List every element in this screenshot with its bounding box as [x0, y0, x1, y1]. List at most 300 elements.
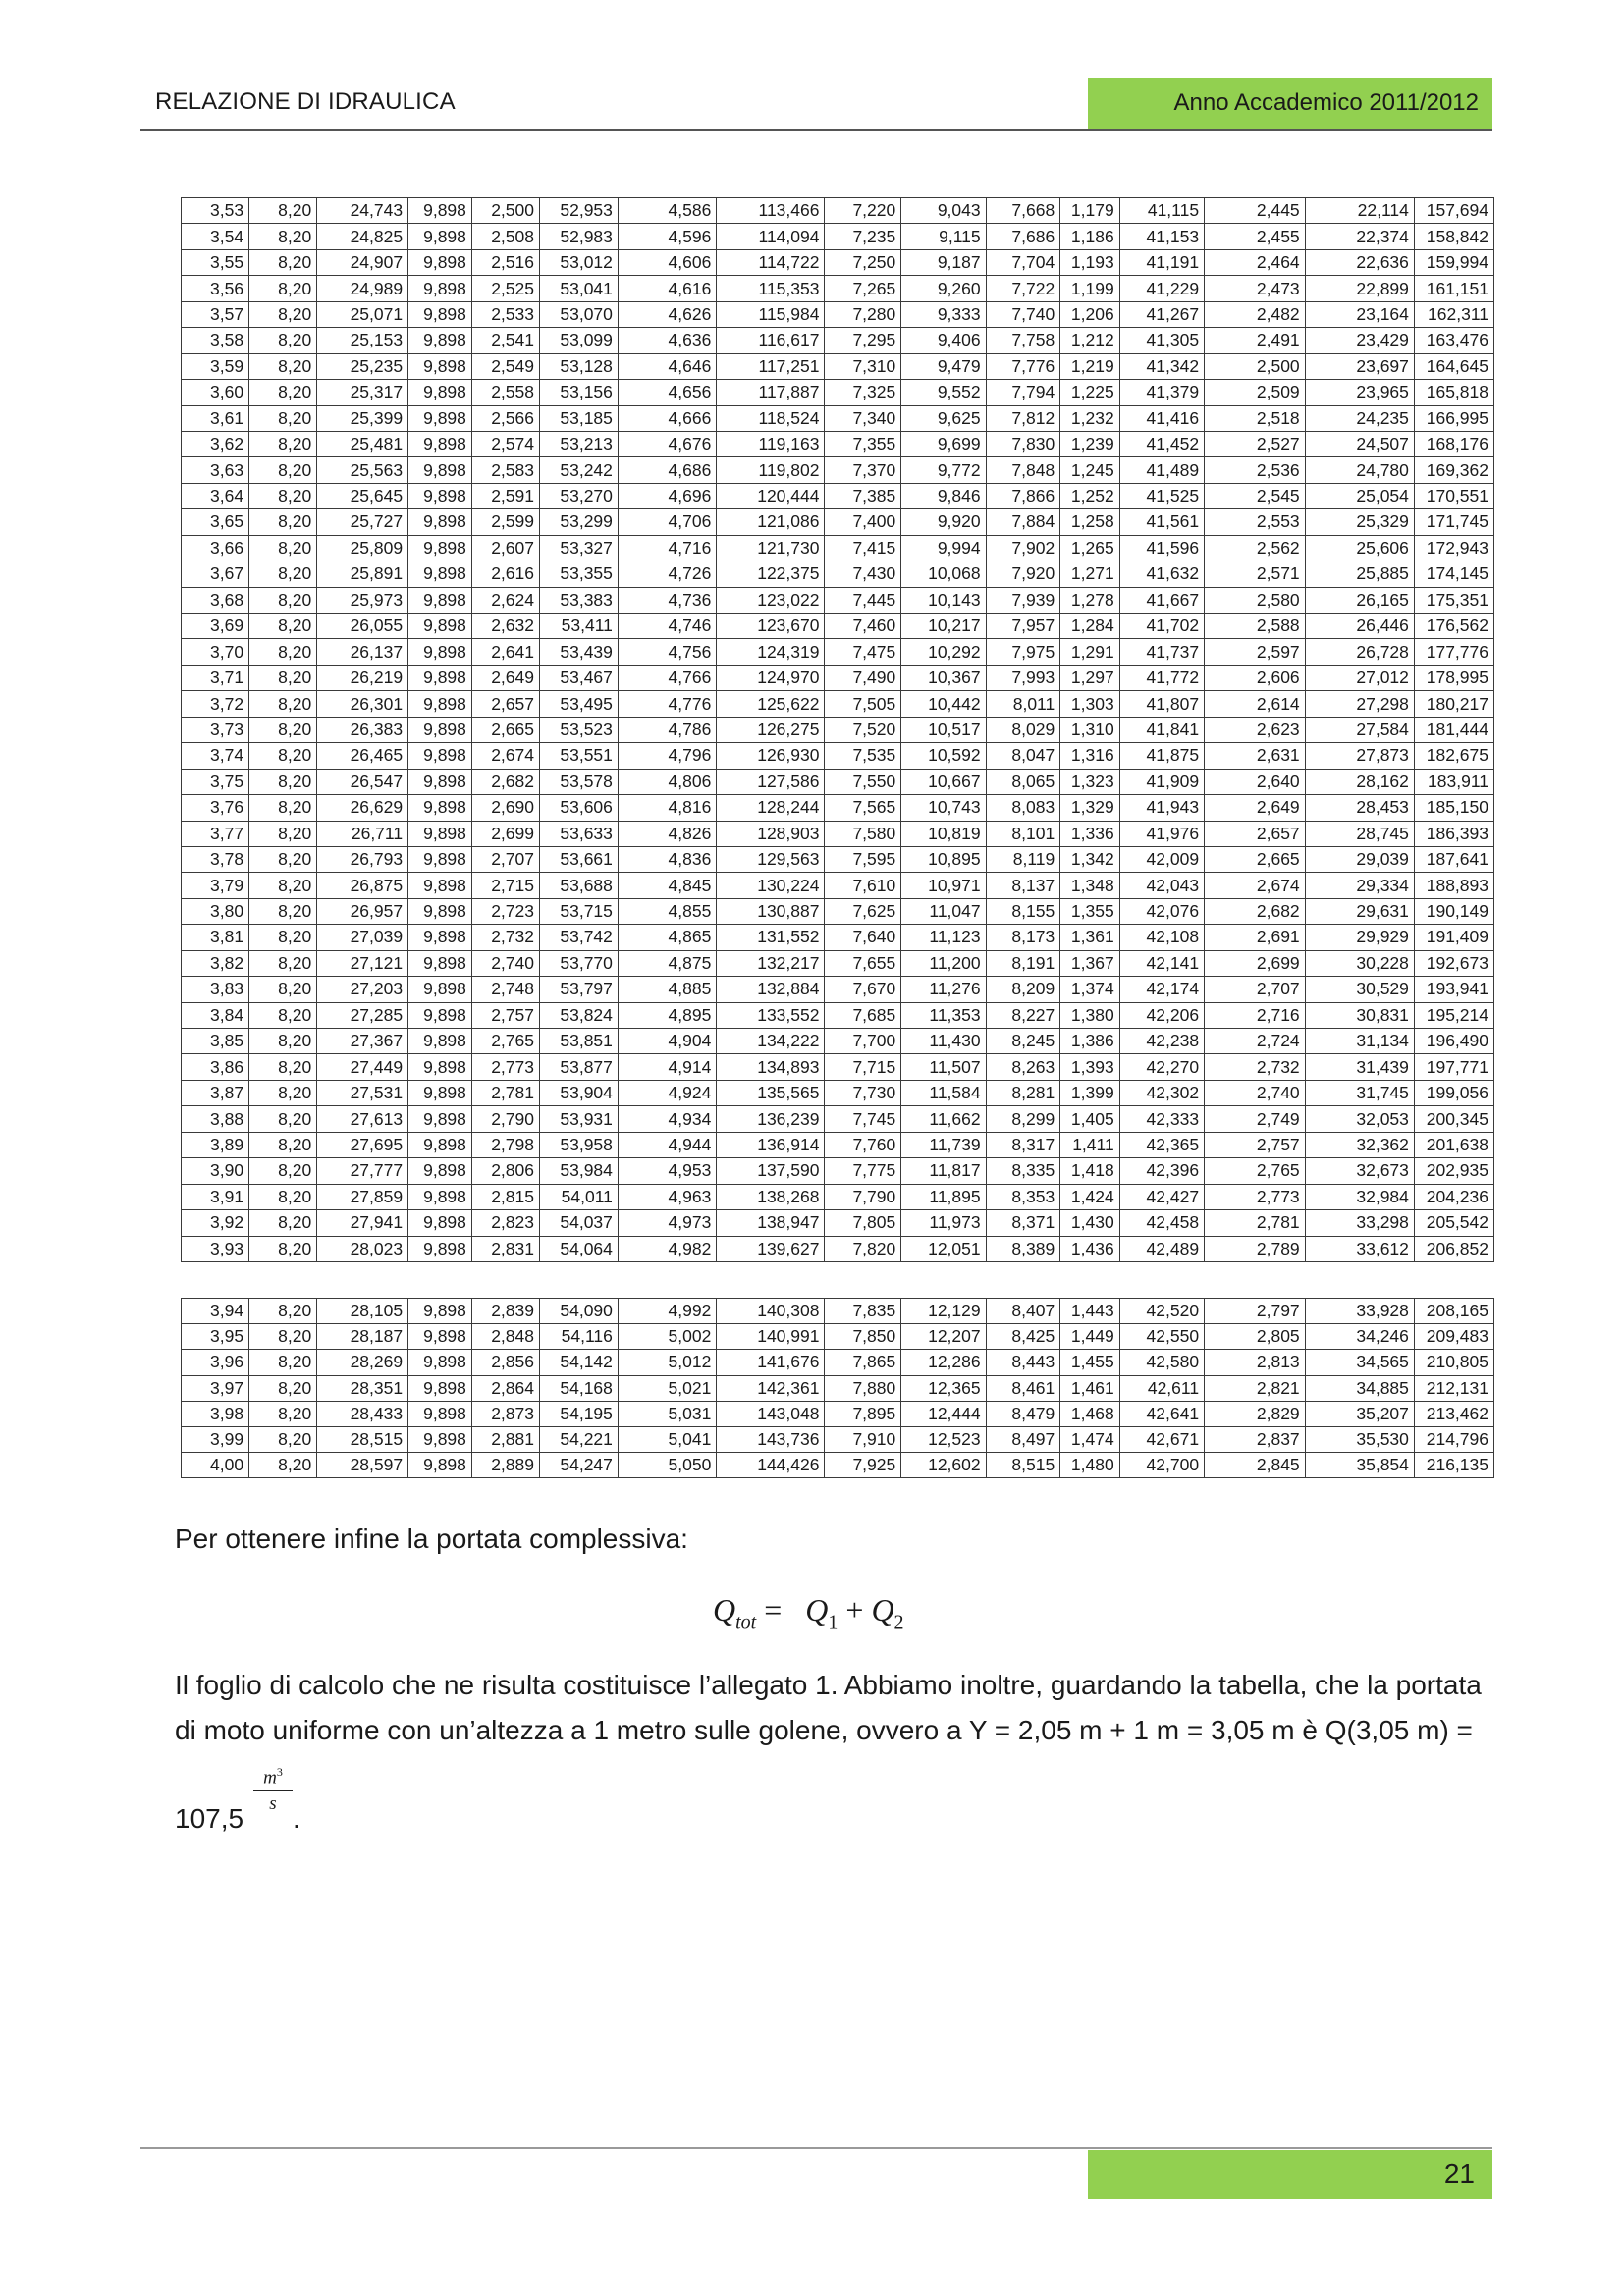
table-row: [182, 224, 1494, 249]
table-cell: 30,529: [1305, 977, 1414, 1002]
table-cell: 23,164: [1305, 301, 1414, 327]
table-cell: 12,286: [901, 1350, 986, 1375]
table-cell: 10,442: [901, 691, 986, 717]
table-cell: 1,480: [1060, 1453, 1119, 1478]
table-cell: 12,523: [901, 1426, 986, 1452]
table-cell: 210,805: [1414, 1350, 1493, 1375]
table-cell: 8,20: [249, 873, 317, 898]
table-cell: 7,535: [825, 743, 901, 769]
table-cell: 9,187: [901, 249, 986, 275]
table-cell: 7,760: [825, 1132, 901, 1157]
table-cell: 27,367: [317, 1029, 408, 1054]
table-cell: 30,831: [1305, 1002, 1414, 1028]
table-cell: 9,898: [408, 898, 472, 924]
table-cell: 113,466: [717, 198, 825, 224]
table-cell: 41,943: [1119, 795, 1204, 821]
table-cell: 8,20: [249, 249, 317, 275]
table-cell: 206,852: [1414, 1236, 1493, 1261]
table-cell: 7,700: [825, 1029, 901, 1054]
table-cell: 7,280: [825, 301, 901, 327]
table-cell: 24,825: [317, 224, 408, 249]
table-cell: 25,563: [317, 457, 408, 483]
table-cell: 4,826: [618, 821, 716, 846]
table-cell: 212,131: [1414, 1375, 1493, 1401]
table-cell: 25,606: [1305, 535, 1414, 561]
table-cell: 12,051: [901, 1236, 986, 1261]
table-cell: 8,119: [986, 846, 1060, 872]
table-cell: 8,389: [986, 1236, 1060, 1261]
eq-lhs-sub: tot: [735, 1611, 757, 1633]
table-cell: 5,041: [618, 1426, 716, 1452]
table-cell: 8,047: [986, 743, 1060, 769]
table-cell: 9,898: [408, 950, 472, 976]
table-cell: 54,011: [540, 1184, 619, 1209]
table-cell: 4,00: [182, 1453, 249, 1478]
table-cell: 9,898: [408, 1029, 472, 1054]
table-cell: 4,982: [618, 1236, 716, 1261]
results-table-bottom: [181, 1298, 1494, 1478]
table-cell: 181,444: [1414, 717, 1493, 742]
table-cell: 9,898: [408, 795, 472, 821]
table-row: [182, 1453, 1494, 1478]
table-cell: 8,20: [249, 328, 317, 353]
table-cell: 4,806: [618, 769, 716, 794]
table-row: [182, 1080, 1494, 1105]
table-cell: 9,898: [408, 1236, 472, 1261]
table-cell: 2,473: [1205, 276, 1306, 301]
table-cell: 2,773: [1205, 1184, 1306, 1209]
table-cell: 3,71: [182, 665, 249, 690]
table-cell: 2,606: [1205, 665, 1306, 690]
table-cell: 2,815: [471, 1184, 539, 1209]
table-cell: 53,797: [540, 977, 619, 1002]
table-cell: 53,355: [540, 561, 619, 587]
table-cell: 136,239: [717, 1106, 825, 1132]
table-cell: 1,271: [1060, 561, 1119, 587]
table-cell: 1,405: [1060, 1106, 1119, 1132]
table-cell: 2,665: [1205, 846, 1306, 872]
table-cell: 3,81: [182, 925, 249, 950]
table-cell: 8,20: [249, 665, 317, 690]
table-cell: 5,050: [618, 1453, 716, 1478]
table-cell: 3,73: [182, 717, 249, 742]
table-cell: 2,757: [1205, 1132, 1306, 1157]
table-cell: 27,777: [317, 1158, 408, 1184]
table-cell: 183,911: [1414, 769, 1493, 794]
table-cell: 8,20: [249, 1002, 317, 1028]
table-cell: 33,612: [1305, 1236, 1414, 1261]
table-cell: 32,673: [1305, 1158, 1414, 1184]
table-cell: 53,467: [540, 665, 619, 690]
table-cell: 2,682: [471, 769, 539, 794]
table-cell: 2,597: [1205, 639, 1306, 665]
table-cell: 8,245: [986, 1029, 1060, 1054]
table-cell: 7,610: [825, 873, 901, 898]
table-cell: 11,353: [901, 1002, 986, 1028]
table-cell: 201,638: [1414, 1132, 1493, 1157]
table-cell: 42,302: [1119, 1080, 1204, 1105]
table-cell: 9,898: [408, 224, 472, 249]
intro-text: Per ottenere infine la portata complessiva:: [175, 1523, 688, 1554]
table-cell: 22,114: [1305, 198, 1414, 224]
table-cell: 122,375: [717, 561, 825, 587]
table-cell: 5,031: [618, 1401, 716, 1426]
table-cell: 41,737: [1119, 639, 1204, 665]
table-row: [182, 198, 1494, 224]
table-cell: 9,994: [901, 535, 986, 561]
table-cell: 28,105: [317, 1299, 408, 1324]
table-cell: 8,20: [249, 198, 317, 224]
table-cell: 8,20: [249, 353, 317, 379]
table-cell: 9,898: [408, 1375, 472, 1401]
table-cell: 27,873: [1305, 743, 1414, 769]
table-cell: 2,464: [1205, 249, 1306, 275]
table-cell: 53,327: [540, 535, 619, 561]
table-cell: 1,193: [1060, 249, 1119, 275]
table-cell: 8,20: [249, 1299, 317, 1324]
table-cell: 42,458: [1119, 1210, 1204, 1236]
table-cell: 42,333: [1119, 1106, 1204, 1132]
table-row: [182, 1054, 1494, 1080]
table-row: [182, 1401, 1494, 1426]
table-cell: 8,20: [249, 535, 317, 561]
table-cell: 7,939: [986, 587, 1060, 613]
table-cell: 12,365: [901, 1375, 986, 1401]
table-cell: 28,162: [1305, 769, 1414, 794]
table-cell: 9,898: [408, 353, 472, 379]
table-cell: 53,270: [540, 483, 619, 508]
table-cell: 1,468: [1060, 1401, 1119, 1426]
table-cell: 180,217: [1414, 691, 1493, 717]
table-cell: 1,258: [1060, 509, 1119, 535]
table-cell: 3,72: [182, 691, 249, 717]
table-cell: 53,851: [540, 1029, 619, 1054]
table-cell: 117,887: [717, 380, 825, 405]
table-cell: 124,970: [717, 665, 825, 690]
table-cell: 3,58: [182, 328, 249, 353]
table-cell: 4,756: [618, 639, 716, 665]
table-cell: 7,668: [986, 198, 1060, 224]
table-cell: 2,533: [471, 301, 539, 327]
table-cell: 1,199: [1060, 276, 1119, 301]
table-cell: 9,898: [408, 769, 472, 794]
table-cell: 8,20: [249, 717, 317, 742]
table-cell: 29,929: [1305, 925, 1414, 950]
table-cell: 26,728: [1305, 639, 1414, 665]
table-cell: 186,393: [1414, 821, 1493, 846]
table-cell: 27,449: [317, 1054, 408, 1080]
table-cell: 7,625: [825, 898, 901, 924]
table-cell: 2,789: [1205, 1236, 1306, 1261]
table-cell: 2,781: [471, 1080, 539, 1105]
table-cell: 53,383: [540, 587, 619, 613]
table-cell: 2,558: [471, 380, 539, 405]
table-cell: 140,308: [717, 1299, 825, 1324]
table-cell: 1,329: [1060, 795, 1119, 821]
table-cell: 168,176: [1414, 431, 1493, 456]
table-cell: 4,845: [618, 873, 716, 898]
table-cell: 25,645: [317, 483, 408, 508]
table-cell: 1,380: [1060, 1002, 1119, 1028]
table-cell: 3,82: [182, 950, 249, 976]
table-cell: 7,993: [986, 665, 1060, 690]
table-cell: 34,246: [1305, 1324, 1414, 1350]
table-cell: 175,351: [1414, 587, 1493, 613]
table-cell: 41,525: [1119, 483, 1204, 508]
table-cell: 3,69: [182, 614, 249, 639]
table-cell: 8,371: [986, 1210, 1060, 1236]
table-cell: 3,65: [182, 509, 249, 535]
table-cell: 8,209: [986, 977, 1060, 1002]
table-cell: 3,99: [182, 1426, 249, 1452]
table-cell: 4,686: [618, 457, 716, 483]
table-cell: 202,935: [1414, 1158, 1493, 1184]
table-cell: 41,596: [1119, 535, 1204, 561]
table-cell: 136,914: [717, 1132, 825, 1157]
sentence-end: .: [293, 1803, 300, 1834]
table-cell: 2,781: [1205, 1210, 1306, 1236]
table-cell: 12,207: [901, 1324, 986, 1350]
table-cell: 33,928: [1305, 1299, 1414, 1324]
table-cell: 7,820: [825, 1236, 901, 1261]
table-cell: 1,225: [1060, 380, 1119, 405]
table-cell: 1,430: [1060, 1210, 1119, 1236]
results-table-top: [181, 197, 1494, 1262]
table-cell: 2,509: [1205, 380, 1306, 405]
table-cell: 41,115: [1119, 198, 1204, 224]
table-cell: 7,325: [825, 380, 901, 405]
table-cell: 41,772: [1119, 665, 1204, 690]
table-cell: 1,411: [1060, 1132, 1119, 1157]
unit-denominator: s: [269, 1793, 277, 1815]
table-cell: 2,665: [471, 717, 539, 742]
table-cell: 126,275: [717, 717, 825, 742]
table-cell: 164,645: [1414, 353, 1493, 379]
table-cell: 191,409: [1414, 925, 1493, 950]
table-cell: 2,848: [471, 1324, 539, 1350]
table-cell: 22,374: [1305, 224, 1414, 249]
table-cell: 3,63: [182, 457, 249, 483]
table-cell: 4,924: [618, 1080, 716, 1105]
table-cell: 126,930: [717, 743, 825, 769]
table-cell: 162,311: [1414, 301, 1493, 327]
table-row: [182, 691, 1494, 717]
table-cell: 27,012: [1305, 665, 1414, 690]
table-cell: 2,525: [471, 276, 539, 301]
table-cell: 41,702: [1119, 614, 1204, 639]
table-cell: 2,856: [471, 1350, 539, 1375]
table-cell: 2,571: [1205, 561, 1306, 587]
table-cell: 7,884: [986, 509, 1060, 535]
table-row: [182, 276, 1494, 301]
table-cell: 4,616: [618, 276, 716, 301]
table-cell: 2,757: [471, 1002, 539, 1028]
table-cell: 28,597: [317, 1453, 408, 1478]
table-cell: 2,839: [471, 1299, 539, 1324]
table-cell: 11,507: [901, 1054, 986, 1080]
table-cell: 8,191: [986, 950, 1060, 976]
table-row: [182, 614, 1494, 639]
table-cell: 3,88: [182, 1106, 249, 1132]
table-cell: 7,250: [825, 249, 901, 275]
table-cell: 4,944: [618, 1132, 716, 1157]
table-cell: 2,765: [471, 1029, 539, 1054]
table-cell: 27,584: [1305, 717, 1414, 742]
table-cell: 2,790: [471, 1106, 539, 1132]
table-cell: 205,542: [1414, 1210, 1493, 1236]
table-cell: 9,479: [901, 353, 986, 379]
table-cell: 114,722: [717, 249, 825, 275]
table-row: [182, 846, 1494, 872]
table-cell: 9,898: [408, 1350, 472, 1375]
table-cell: 11,817: [901, 1158, 986, 1184]
table-cell: 8,20: [249, 405, 317, 431]
table-cell: 204,236: [1414, 1184, 1493, 1209]
table-cell: 24,743: [317, 198, 408, 224]
table-cell: 9,898: [408, 691, 472, 717]
table-cell: 25,973: [317, 587, 408, 613]
table-cell: 5,002: [618, 1324, 716, 1350]
table-cell: 32,984: [1305, 1184, 1414, 1209]
table-cell: 1,461: [1060, 1375, 1119, 1401]
table-cell: 9,898: [408, 1184, 472, 1209]
table-cell: 35,530: [1305, 1426, 1414, 1452]
table-cell: 7,370: [825, 457, 901, 483]
table-cell: 8,20: [249, 380, 317, 405]
table-cell: 42,641: [1119, 1401, 1204, 1426]
table-cell: 8,227: [986, 1002, 1060, 1028]
table-cell: 1,449: [1060, 1324, 1119, 1350]
table-cell: 42,700: [1119, 1453, 1204, 1478]
table-row: [182, 535, 1494, 561]
table-cell: 4,934: [618, 1106, 716, 1132]
table-cell: 41,191: [1119, 249, 1204, 275]
table-cell: 2,588: [1205, 614, 1306, 639]
table-cell: 8,20: [249, 1401, 317, 1426]
table-cell: 7,776: [986, 353, 1060, 379]
table-cell: 26,137: [317, 639, 408, 665]
table-cell: 53,012: [540, 249, 619, 275]
table-cell: 3,84: [182, 1002, 249, 1028]
table-cell: 1,393: [1060, 1054, 1119, 1080]
table-cell: 27,039: [317, 925, 408, 950]
table-cell: 1,336: [1060, 821, 1119, 846]
table-cell: 3,78: [182, 846, 249, 872]
table-cell: 128,244: [717, 795, 825, 821]
table-cell: 9,898: [408, 276, 472, 301]
table-cell: 54,116: [540, 1324, 619, 1350]
table-cell: 138,947: [717, 1210, 825, 1236]
table-row: [182, 301, 1494, 327]
table-cell: 119,802: [717, 457, 825, 483]
table-cell: 1,443: [1060, 1299, 1119, 1324]
table-cell: 2,707: [1205, 977, 1306, 1002]
table-cell: 8,335: [986, 1158, 1060, 1184]
table-cell: 7,520: [825, 717, 901, 742]
table-cell: 2,491: [1205, 328, 1306, 353]
table-cell: 4,855: [618, 898, 716, 924]
table-cell: 9,406: [901, 328, 986, 353]
table-cell: 2,773: [471, 1054, 539, 1080]
table-cell: 29,631: [1305, 898, 1414, 924]
table-cell: 1,252: [1060, 483, 1119, 508]
table-cell: 28,023: [317, 1236, 408, 1261]
table-cell: 2,591: [471, 483, 539, 508]
table-cell: 9,898: [408, 457, 472, 483]
table-cell: 3,96: [182, 1350, 249, 1375]
table-cell: 9,898: [408, 614, 472, 639]
table-cell: 41,561: [1119, 509, 1204, 535]
table-cell: 7,850: [825, 1324, 901, 1350]
table-cell: 8,20: [249, 846, 317, 872]
table-cell: 1,245: [1060, 457, 1119, 483]
table-cell: 2,690: [471, 795, 539, 821]
table-cell: 24,235: [1305, 405, 1414, 431]
table-cell: 27,121: [317, 950, 408, 976]
table-cell: 121,730: [717, 535, 825, 561]
table-cell: 1,232: [1060, 405, 1119, 431]
table-cell: 27,695: [317, 1132, 408, 1157]
table-cell: 42,108: [1119, 925, 1204, 950]
table-cell: 2,527: [1205, 431, 1306, 456]
table-cell: 7,400: [825, 509, 901, 535]
table-cell: 26,957: [317, 898, 408, 924]
table-cell: 2,889: [471, 1453, 539, 1478]
table-cell: 54,037: [540, 1210, 619, 1236]
table-cell: 3,56: [182, 276, 249, 301]
table-cell: 7,910: [825, 1426, 901, 1452]
table-cell: 4,766: [618, 665, 716, 690]
table-cell: 25,885: [1305, 561, 1414, 587]
table-cell: 209,483: [1414, 1324, 1493, 1350]
table-cell: 7,475: [825, 639, 901, 665]
table-cell: 7,812: [986, 405, 1060, 431]
table-cell: 4,646: [618, 353, 716, 379]
table-cell: 8,443: [986, 1350, 1060, 1375]
table-row: [182, 1236, 1494, 1261]
table-cell: 1,316: [1060, 743, 1119, 769]
table-cell: 3,61: [182, 405, 249, 431]
table-cell: 8,20: [249, 691, 317, 717]
table-cell: 22,636: [1305, 249, 1414, 275]
table-cell: 2,641: [471, 639, 539, 665]
table-cell: 7,745: [825, 1106, 901, 1132]
table-cell: 11,047: [901, 898, 986, 924]
table-cell: 144,426: [717, 1453, 825, 1478]
table-cell: 1,291: [1060, 639, 1119, 665]
table-cell: 163,476: [1414, 328, 1493, 353]
table-cell: 2,682: [1205, 898, 1306, 924]
table-cell: 9,898: [408, 717, 472, 742]
table-cell: 10,517: [901, 717, 986, 742]
table-cell: 7,595: [825, 846, 901, 872]
table-cell: 4,586: [618, 198, 716, 224]
table-cell: 25,071: [317, 301, 408, 327]
table-cell: 7,670: [825, 977, 901, 1002]
table-cell: 8,20: [249, 1158, 317, 1184]
table-cell: 7,848: [986, 457, 1060, 483]
table-cell: 9,898: [408, 535, 472, 561]
table-cell: 53,070: [540, 301, 619, 327]
table-cell: 11,739: [901, 1132, 986, 1157]
table-cell: 10,971: [901, 873, 986, 898]
table-cell: 54,090: [540, 1299, 619, 1324]
table-cell: 9,625: [901, 405, 986, 431]
table-cell: 27,203: [317, 977, 408, 1002]
table-cell: 26,165: [1305, 587, 1414, 613]
table-cell: 53,041: [540, 276, 619, 301]
table-cell: 25,153: [317, 328, 408, 353]
